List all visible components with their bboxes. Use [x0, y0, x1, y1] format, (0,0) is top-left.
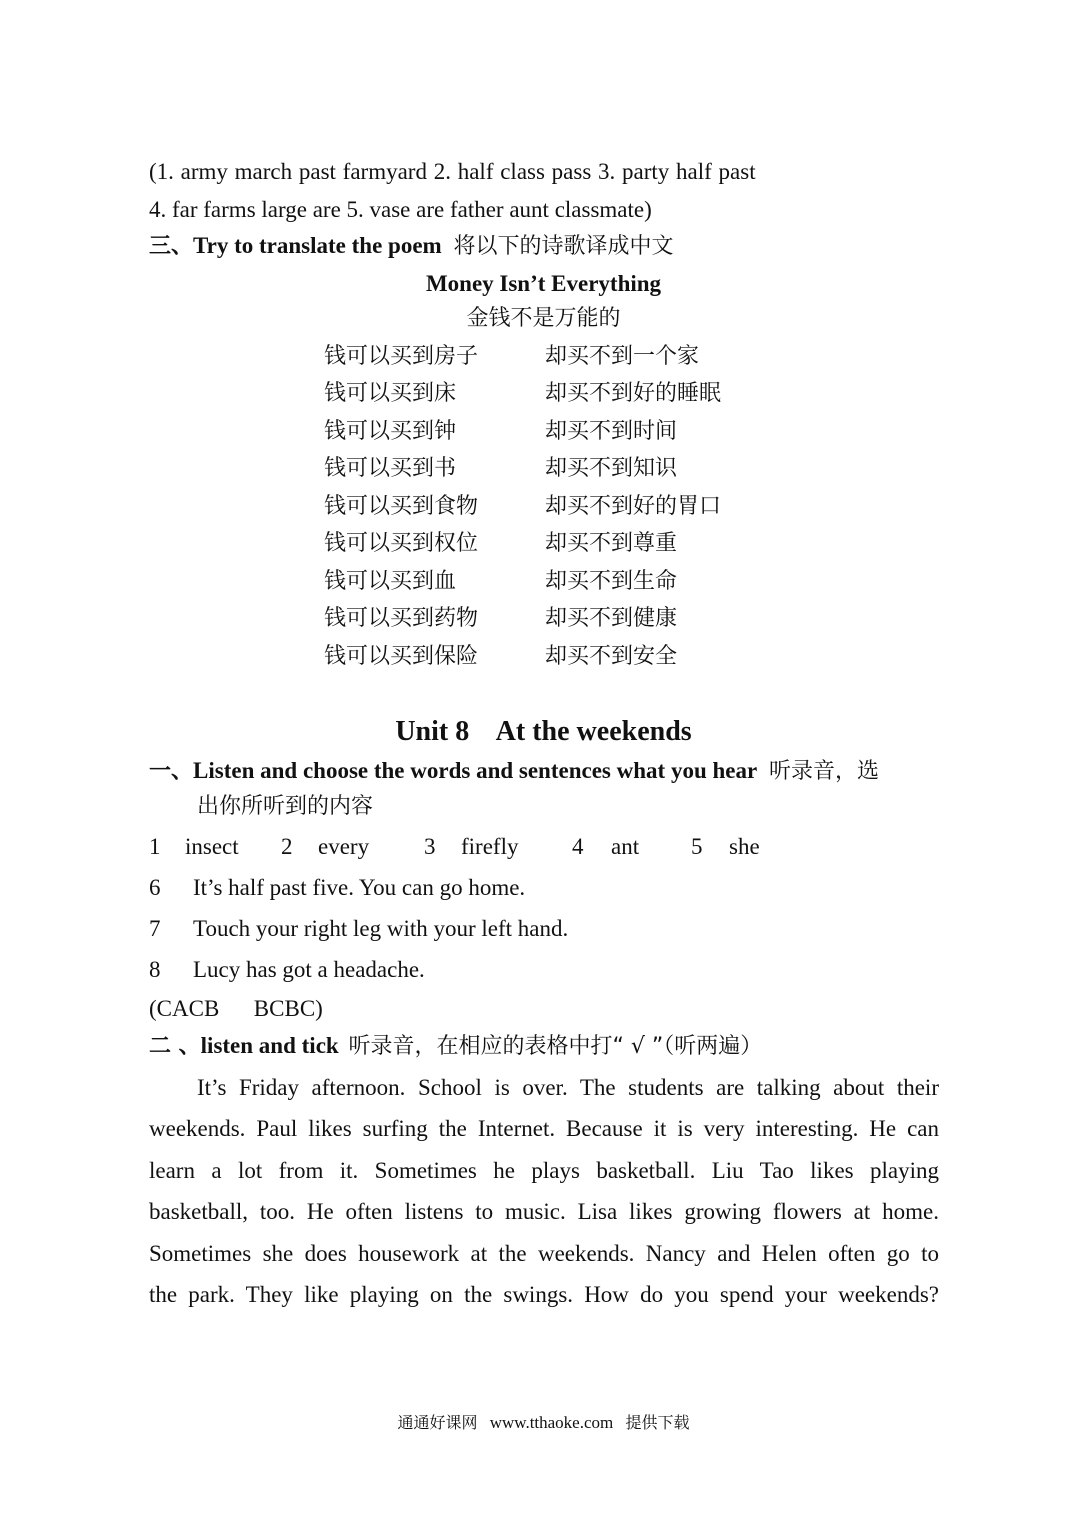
poem-line-b: 却买不到好的胃口 — [545, 494, 722, 519]
section-1-number: 一、 — [149, 759, 194, 784]
section-3-title-cn: 将以下的诗歌译成中文 — [453, 234, 674, 259]
section-3-heading — [149, 234, 673, 258]
footer-suffix: 提供下载 — [625, 1413, 690, 1432]
word-item-number: 2 — [281, 834, 293, 859]
word-item: firefly — [461, 834, 519, 859]
sentence-text: It’s half past five. You can go home. — [193, 875, 526, 900]
passage-line: learn a lot from it. Sometimes he plays basketball. Liu Tao likes playing — [149, 1158, 939, 1183]
section-3-number: 三、 — [149, 234, 194, 259]
section-3-title-en: Try to translate the poem — [193, 233, 442, 258]
word-item-number: 3 — [424, 834, 436, 859]
poem-line-b: 却买不到时间 — [545, 419, 678, 444]
poem-line-a: 钱可以买到钟 — [324, 419, 457, 444]
poem-line-b: 却买不到生命 — [545, 569, 678, 594]
poem-line-b: 却买不到健康 — [545, 606, 678, 631]
answers-line-2: 4. far farms large are 5. vase are father aunt classmate) — [149, 197, 652, 222]
poem-title-en: Money Isn’t Everything — [425, 271, 662, 296]
sentence-number: 8 — [149, 957, 161, 982]
word-item-number: 1 — [149, 834, 161, 859]
passage-line: basketball, too. He often listens to music. Lisa likes growing flowers at home. — [149, 1199, 939, 1224]
poem-line-b: 却买不到安全 — [545, 644, 678, 669]
word-item-number: 4 — [572, 834, 584, 859]
word-item: insect — [185, 834, 239, 859]
poem-line-a: 钱可以买到血 — [324, 569, 457, 594]
unit-title: Unit 8 At the weekends — [395, 716, 692, 747]
answers-line-1: (1. army march past farmyard 2. half class pass 3. party half past — [149, 159, 756, 184]
poem-line-a: 钱可以买到保险 — [324, 644, 479, 669]
section-1-title-cn: 听录音，选 — [768, 759, 879, 784]
poem-line-a: 钱可以买到床 — [324, 381, 457, 406]
poem-line-b: 却买不到知识 — [545, 456, 678, 481]
poem-title-cn: 金钱不是万能的 — [466, 306, 621, 331]
poem-line-b: 却买不到一个家 — [545, 344, 700, 369]
poem-line-a: 钱可以买到书 — [324, 456, 457, 481]
word-item: ant — [611, 834, 640, 859]
passage-line: the park. They like playing on the swings. How do you spend your weekends? — [149, 1282, 939, 1307]
poem-line-b: 却买不到尊重 — [545, 531, 678, 556]
footer-site-name: 通通好课网 — [397, 1413, 478, 1432]
passage-line: It’s Friday afternoon. School is over. The students are talking about their — [197, 1075, 939, 1100]
footer-url: www.tthaoke.com — [489, 1413, 614, 1432]
poem-line-a: 钱可以买到食物 — [324, 494, 479, 519]
sentence-text: Lucy has got a headache. — [193, 957, 425, 982]
sentence-number: 7 — [149, 916, 161, 941]
section-1-title-cn-continued: 出你所听到的内容 — [197, 794, 374, 819]
poem-line-a: 钱可以买到药物 — [324, 606, 479, 631]
section-1-heading — [149, 759, 879, 783]
poem-line-a: 钱可以买到权位 — [324, 531, 479, 556]
page-footer — [0, 1410, 1087, 1433]
section-2-title-cn: 听录音，在相应的表格中打“ √ ”（听两遍） — [348, 1034, 763, 1059]
section-1-title-en: Listen and choose the words and sentences what you hear — [193, 758, 758, 783]
section-2-title-en: listen and tick — [200, 1033, 339, 1058]
sentence-text: Touch your right leg with your left hand. — [193, 916, 569, 941]
passage-line: Sometimes she does housework at the weekends. Nancy and Helen often go to — [149, 1241, 939, 1266]
word-item-number: 5 — [691, 834, 703, 859]
word-item: every — [318, 834, 370, 859]
answers-unit-8: (CACB BCBC) — [149, 996, 323, 1021]
section-2-number: 二 、 — [149, 1034, 201, 1059]
section-2-heading — [149, 1034, 762, 1058]
word-item: she — [729, 834, 760, 859]
poem-line-b: 却买不到好的睡眠 — [545, 381, 722, 406]
sentence-number: 6 — [149, 875, 161, 900]
passage-line: weekends. Paul likes surfing the Internet. Because it is very interesting. He can — [149, 1116, 939, 1141]
poem-line-a: 钱可以买到房子 — [324, 344, 479, 369]
